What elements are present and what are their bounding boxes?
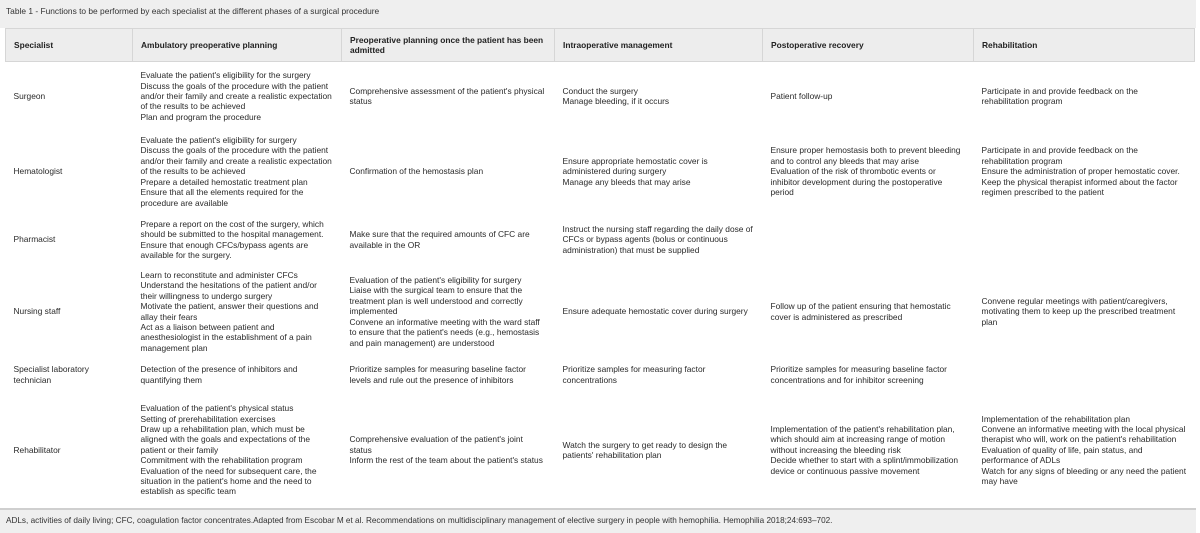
specialist-cell: Pharmacist bbox=[13, 234, 56, 245]
postoperative-recovery-cell bbox=[763, 131, 974, 213]
header-specialist: Specialist bbox=[6, 29, 133, 62]
cell-line: Participate in and provide feedback on the rehabilitation program bbox=[981, 145, 1138, 166]
specialist-cell: Hematologist bbox=[13, 166, 63, 177]
cell-line: Evaluate the patient's eligibility for surgery bbox=[140, 135, 297, 146]
header-ambulatory-preoperative-planning: Ambulatory preoperative planning bbox=[133, 29, 342, 62]
intraoperative-management-cell bbox=[555, 62, 763, 131]
ambulatory-preoperative-planning-cell bbox=[133, 393, 342, 508]
cell-line: Watch for any signs of bleeding or any need the patient may have bbox=[981, 465, 1187, 487]
table-caption: Table 1 - Functions to be performed by each specialist at the different phases of a surgical procedure bbox=[0, 0, 1196, 22]
table-row bbox=[6, 131, 1195, 213]
cell-line: Ensure proper hemostasis both to prevent bleeding and to control any bleeds that may arise bbox=[770, 145, 961, 166]
postoperative-recovery-cell bbox=[763, 393, 974, 508]
table-row bbox=[6, 62, 1195, 131]
rehabilitation-cell bbox=[974, 267, 1195, 357]
specialist-cell: Nursing staff bbox=[13, 306, 61, 317]
rehabilitation-cell bbox=[974, 131, 1195, 213]
cell-line: Instruct the nursing staff regarding the daily dose of CFCs or bypass agents (bolus or continuous administration) that must be supplied bbox=[562, 223, 753, 255]
table-row bbox=[6, 267, 1195, 357]
ambulatory-preoperative-planning-cell bbox=[133, 267, 342, 357]
cell-line: Manage any bleeds that may arise bbox=[562, 176, 691, 187]
table-container bbox=[0, 28, 1196, 508]
cell-line: Detection of the presence of inhibitors and quantifying them bbox=[140, 364, 298, 385]
cell-line: Evaluation of quality of life, pain status, and performance of ADLs bbox=[981, 444, 1143, 466]
postoperative-recovery-cell bbox=[763, 357, 974, 393]
cell-line: Prioritize samples for measuring baseline factor levels and rule out the presence of inhibitors bbox=[349, 364, 526, 385]
cell-line: Conduct the surgery bbox=[562, 85, 638, 96]
intraoperative-management-cell bbox=[555, 393, 763, 508]
intraoperative-management-cell bbox=[555, 267, 763, 357]
cell-line: Ensure appropriate hemostatic cover is administered during surgery bbox=[562, 155, 708, 177]
cell-line: Ensure that all the elements required for the procedure are available bbox=[140, 187, 304, 208]
preoperative-planning-admitted-cell bbox=[342, 62, 555, 131]
intraoperative-management-cell bbox=[555, 357, 763, 393]
cell-line: Evaluate the patient's eligibility for the surgery bbox=[140, 70, 311, 81]
header-preoperative-planning-admitted: Preoperative planning once the patient has been admitted bbox=[342, 29, 555, 62]
table-header-row bbox=[6, 29, 1195, 62]
ambulatory-preoperative-planning-cell bbox=[133, 213, 342, 267]
table-row bbox=[6, 357, 1195, 393]
cell-line: Ensure the administration of proper hemostatic cover. bbox=[981, 166, 1180, 177]
cell-line: Motivate the patient, answer their questions and allay their fears bbox=[140, 301, 319, 322]
cell-line: Understand the hesitations of the patient and/or their willingness to undergo surgery bbox=[140, 280, 317, 301]
preoperative-planning-admitted-cell bbox=[342, 131, 555, 213]
cell-line: Evaluation of the patient's eligibility for surgery bbox=[349, 275, 522, 286]
cell-line: Discuss the goals of the procedure with the patient and/or their family and create a realistic expectation of the results to be achieved bbox=[140, 145, 332, 177]
specialist-cell: Surgeon bbox=[13, 91, 46, 102]
cell-line: Evaluation of the need for subsequent care, the situation in the patient's home and the need to establish as specific team bbox=[140, 465, 317, 497]
specialist-cell: Rehabilitator bbox=[13, 444, 61, 455]
cell-line: Implementation of the patient's rehabilitation plan, which should aim at increasing range of motion without increasing the bleeding risk bbox=[770, 423, 955, 455]
table-body bbox=[6, 62, 1195, 508]
cell-line: Follow up of the patient ensuring that hemostatic cover is administered as prescribed bbox=[770, 301, 951, 322]
cell-line: Commitment with the rehabilitation program bbox=[140, 455, 303, 466]
header-intraoperative-management: Intraoperative management bbox=[555, 29, 763, 62]
cell-line: Act as a liaison between patient and anesthesiologist in the establishment of a pain management plan bbox=[140, 321, 312, 353]
cell-line: Watch the surgery to get ready to design the patients' rehabilitation plan bbox=[562, 439, 727, 460]
ambulatory-preoperative-planning-cell bbox=[133, 131, 342, 213]
header-rehabilitation: Rehabilitation bbox=[974, 29, 1195, 62]
postoperative-recovery-cell bbox=[763, 62, 974, 131]
cell-line: Patient follow-up bbox=[770, 91, 833, 102]
intraoperative-management-cell bbox=[555, 131, 763, 213]
rehabilitation-cell bbox=[974, 213, 1195, 267]
cell-line: Decide whether to start with a splint/immobilization device or continuous passive movement bbox=[770, 455, 959, 476]
table-row bbox=[6, 213, 1195, 267]
preoperative-planning-admitted-cell bbox=[342, 267, 555, 357]
rehabilitation-cell bbox=[974, 393, 1195, 508]
cell-line: Make sure that the required amounts of CFC are available in the OR bbox=[349, 229, 530, 250]
header-postoperative-recovery: Postoperative recovery bbox=[763, 29, 974, 62]
rehabilitation-cell bbox=[974, 357, 1195, 393]
cell-line: Prioritize samples for measuring factor concentrations bbox=[562, 364, 706, 385]
cell-line: Evaluation of the risk of thrombotic events or inhibitor development during the postoperative period bbox=[770, 166, 943, 198]
cell-line: Comprehensive assessment of the patient's physical status bbox=[349, 85, 545, 107]
table-row bbox=[6, 393, 1195, 508]
cell-line: Manage bleeding, if it occurs bbox=[562, 96, 670, 107]
preoperative-planning-admitted-cell bbox=[342, 357, 555, 393]
cell-line: Prioritize samples for measuring baseline factor concentrations and for inhibitor screening bbox=[770, 364, 947, 385]
cell-line: Ensure that enough CFCs/bypass agents are available for the surgery. bbox=[140, 239, 309, 260]
cell-line: Evaluation of the patient's physical status bbox=[140, 403, 294, 414]
cell-line: Convene an informative meeting with the local physical therapist who will, work on the patient's rehabilitation bbox=[981, 423, 1186, 445]
cell-line: Prepare a report on the cost of the surgery, which should be submitted to the hospital management. bbox=[140, 218, 324, 240]
intraoperative-management-cell bbox=[555, 213, 763, 267]
cell-line: Discuss the goals of the procedure with the patient and/or their family and create a realistic expectation of the results to be achieved bbox=[140, 80, 332, 112]
cell-line: Prepare a detailed hemostatic treatment plan bbox=[140, 176, 308, 187]
cell-line: Participate in and provide feedback on the rehabilitation program bbox=[981, 85, 1138, 107]
ambulatory-preoperative-planning-cell bbox=[133, 357, 342, 393]
cell-line: Confirmation of the hemostasis plan bbox=[349, 166, 484, 177]
cell-line: Comprehensive evaluation of the patient's joint status bbox=[349, 434, 523, 455]
ambulatory-preoperative-planning-cell bbox=[133, 62, 342, 131]
cell-line: Implementation of the rehabilitation plan bbox=[981, 413, 1131, 424]
specialist-functions-table bbox=[5, 28, 1195, 508]
postoperative-recovery-cell bbox=[763, 213, 974, 267]
cell-line: Convene regular meetings with patient/caregivers, motivating them to keep up the prescribed treatment plan bbox=[981, 295, 1176, 327]
preoperative-planning-admitted-cell bbox=[342, 213, 555, 267]
preoperative-planning-admitted-cell bbox=[342, 393, 555, 508]
cell-line: Liaise with the surgical team to ensure that the treatment plan is well understood and correctly implemented bbox=[349, 285, 523, 317]
cell-line: Ensure adequate hemostatic cover during surgery bbox=[562, 306, 748, 317]
table-footnote: ADLs, activities of daily living; CFC, coagulation factor concentrates.Adapted from Escobar M et al. Recommendations on multidisciplinary management of elective surgery in people with hemophilia. Hemophilia 2018;24:693–702. bbox=[0, 510, 1196, 533]
postoperative-recovery-cell bbox=[763, 267, 974, 357]
cell-line: Convene an informative meeting with the ward staff to ensure that the patient's needs (e.g., hemostasis and pain management) are understood bbox=[349, 316, 540, 348]
cell-line: Setting of prerehabilitation exercises bbox=[140, 413, 276, 424]
cell-line: Keep the physical therapist informed about the factor regimen prescribed to the patient bbox=[981, 176, 1178, 198]
cell-line: Learn to reconstitute and administer CFCs bbox=[140, 269, 298, 280]
specialist-cell: Specialist laboratory technician bbox=[13, 364, 89, 385]
rehabilitation-cell bbox=[974, 62, 1195, 131]
cell-line: Plan and program the procedure bbox=[140, 111, 262, 122]
cell-line: Draw up a rehabilitation plan, which must be aligned with the goals and expectations of the patient or their family bbox=[140, 423, 310, 455]
cell-line: Inform the rest of the team about the patient's status bbox=[349, 455, 543, 466]
